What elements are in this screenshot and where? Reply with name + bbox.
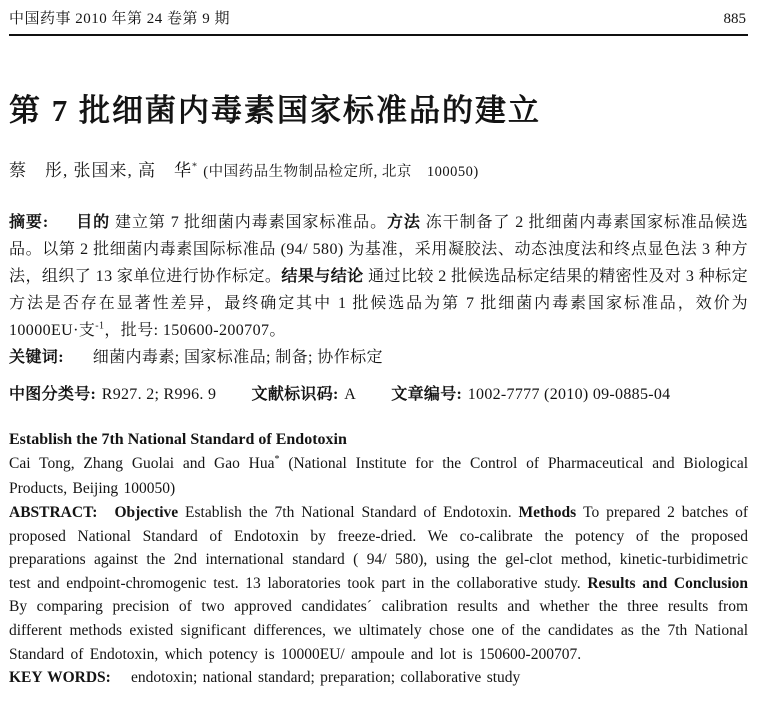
results-text-cn: 通过比较 2 批候选品标定结果的精密性及对 3 种标定方法是否存在显著性差异，最终确定其中 1 批候选品为第 7 批细菌内毒素国家标准品，效价为 10000EU·支 — [9, 268, 748, 339]
doc-code-value: A — [344, 386, 357, 403]
doc-code-label: 文献标识码: — [251, 386, 339, 403]
objective-label-cn: 目的 — [75, 214, 111, 231]
clc-value: R927. 2; R996. 9 — [101, 386, 217, 403]
article-id-value: 1002-7777 (2010) 09-0885-04 — [467, 386, 671, 403]
doc-code-group — [252, 386, 357, 403]
objective-text-cn: 建立第 7 批细菌内毒素国家标准品。 — [115, 214, 388, 231]
article-id-label: 文章编号: — [391, 386, 463, 403]
journal-issue-title: 中国药事 2010 年第 24 卷第 9 期 — [9, 11, 231, 27]
keywords-label-en: KEY WORDS: — [9, 669, 111, 687]
author-names-cn: 蔡 彤, 张国来, 高 华 — [9, 161, 192, 180]
classification-line — [9, 381, 748, 408]
keywords-text-cn: 细菌内毒素; 国家标准品; 制备; 协作标定 — [92, 349, 383, 366]
methods-text-cn: 冻干制备了 2 批细菌内毒素国家标准品候选品。以第 2 批细菌内毒素国际标准品 (94/ 580) 为基准，采用凝胶法、动态浊度法和终点显色法 3 种方法，组织了 13 家单位进行协作标定。 — [9, 214, 748, 285]
page-number: 885 — [723, 11, 746, 27]
objective-text-en: Establish the 7th National Standard of Endotoxin. — [185, 504, 512, 521]
abstract-label-en: ABSTRACT: — [9, 504, 98, 521]
article-title-en: Establish the 7th National Standard of Endotoxin — [9, 431, 347, 448]
results-text-en: By comparing precision of two approved candidates´ calibration results and whether the three results from different methods existed significant differences, we ultimately chose one of the candidates as the 7th National Standard of Endotoxin, which potency is 10000EU/ ampoule and lot is 150600-200707. — [9, 598, 748, 663]
methods-label-en: Methods — [518, 504, 577, 521]
affiliation-en: (National Institute for the Control of Pharmaceutical and Biological Products, Beijing 100050) — [9, 455, 748, 497]
keywords-label-cn: 关键词: — [9, 349, 64, 366]
author-names-en: Cai Tong, Zhang Guolai and Gao Hua — [9, 455, 275, 472]
objective-label-en: Objective — [114, 504, 179, 521]
corresponding-author-mark-en: * — [274, 453, 280, 465]
running-head — [9, 0, 748, 36]
article-title-cn: 第 7 批细菌内毒素国家标准品的建立 — [9, 93, 541, 128]
clc-label: 中图分类号: — [9, 386, 97, 403]
abstract-label-cn: 摘要: — [9, 214, 49, 231]
article-id-group — [391, 386, 670, 403]
affiliation-cn: (中国药品生物制品检定所, 北京 100050) — [203, 164, 479, 180]
results-label-cn: 结果与结论 — [281, 268, 364, 285]
keywords-line-en — [9, 666, 748, 690]
clc-group — [9, 386, 216, 403]
methods-label-cn: 方法 — [387, 214, 421, 231]
authors-line-en — [9, 451, 748, 501]
keywords-line-cn — [9, 344, 748, 371]
abstract-cn — [9, 209, 748, 344]
potency-superscript: -1 — [95, 320, 105, 332]
authors-line-cn — [9, 159, 748, 184]
corresponding-author-mark-cn: * — [192, 161, 198, 173]
keywords-text-en: endotoxin; national standard; preparation; collaborative study — [130, 669, 521, 687]
results-label-en: Results and Conclusion — [587, 574, 748, 592]
results-text-cn-tail: ，批号: 150600-200707。 — [104, 322, 286, 339]
methods-text-en: To prepared 2 batches of proposed National Standard of Endotoxin by freeze-dried. We co-calibrate the potency of the proposed preparations against the 2nd international standard ( 94/ 580), using the gel-clot method, kinetic-turbidimetric test and endpoint-chromogenic test. 13 laboratories took part in the collaborative study. — [9, 504, 749, 592]
abstract-en — [9, 501, 748, 666]
